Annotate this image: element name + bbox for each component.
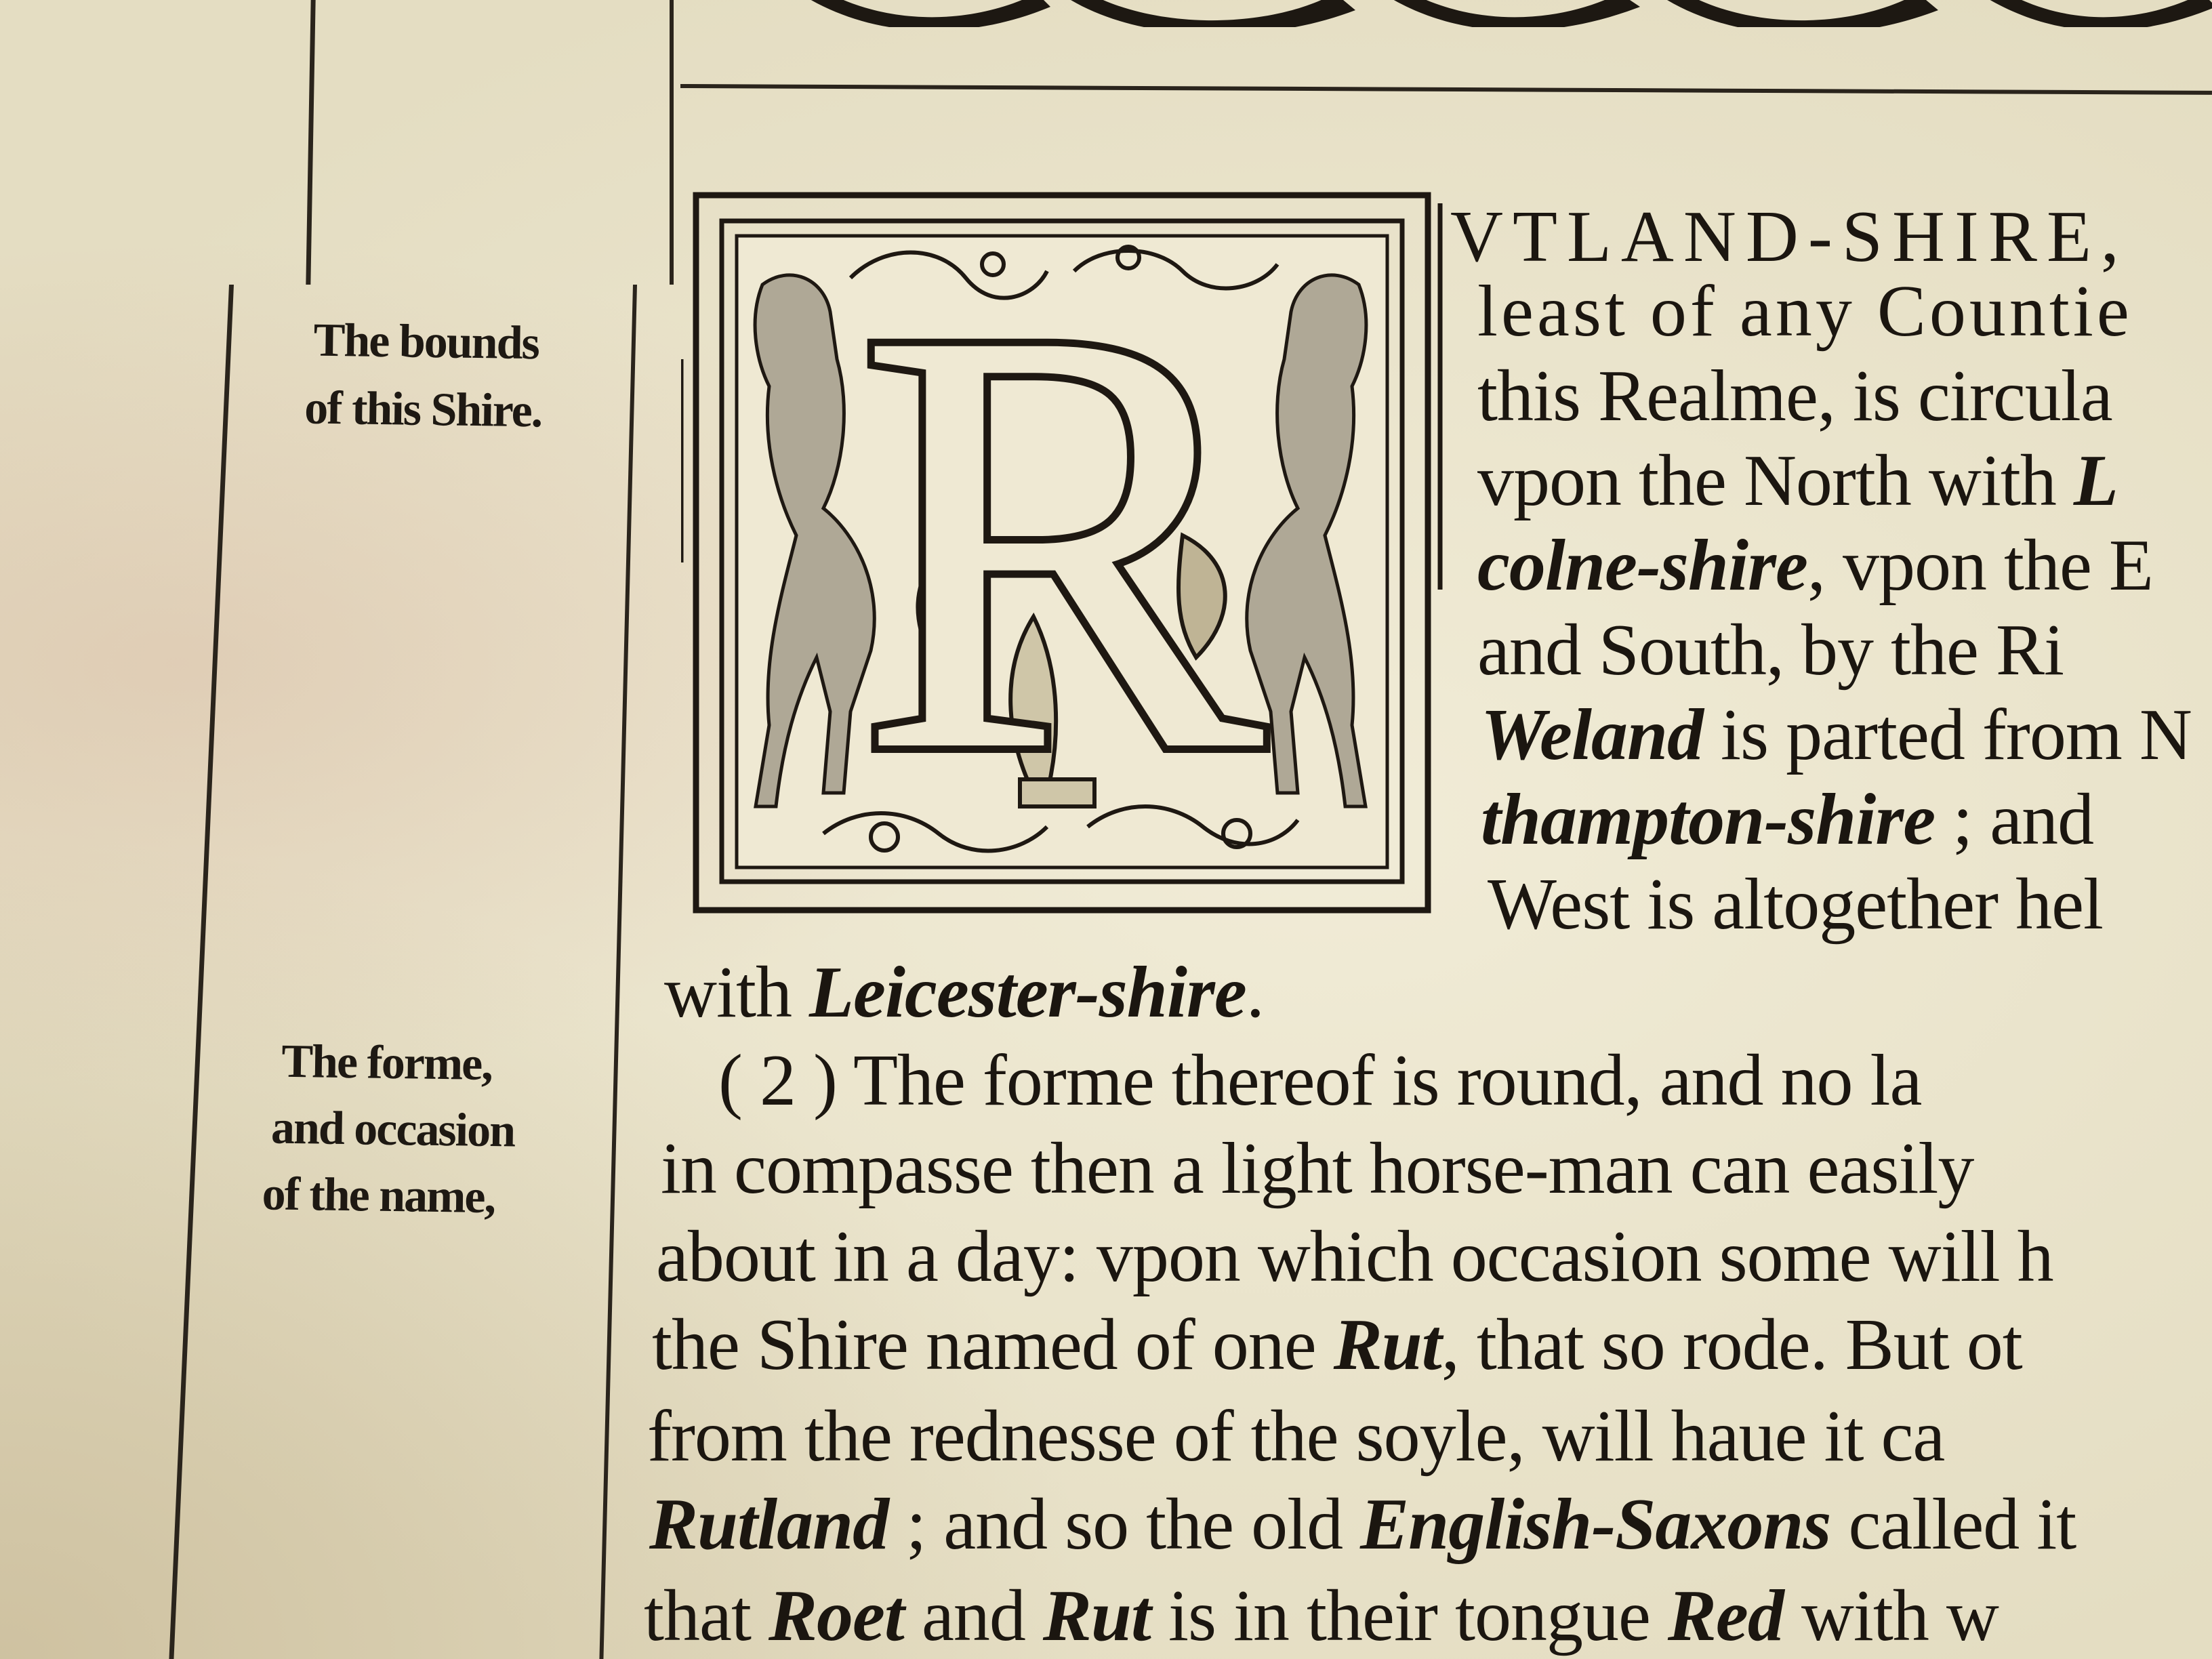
text-line-3: this Realme, is circula (1477, 356, 2112, 436)
text-span: is parted from N (1703, 695, 2192, 775)
margin-note-line: of the name, (262, 1168, 495, 1224)
text-line-1 (1450, 197, 2129, 283)
text-line-4 (1477, 441, 2118, 522)
text-line-12: in compasse then a light horse-man can easily (661, 1128, 1974, 1209)
text-span: . (1246, 952, 1264, 1033)
drop-cap-ornament (681, 183, 1443, 922)
text-column-rule-lower (599, 285, 637, 1659)
text-line-2: least of any Countie (1477, 271, 2133, 352)
text-span-italic: Weland (1481, 695, 1704, 775)
margin-note-line: The forme, (281, 1035, 493, 1091)
text-span-italic: L (2073, 441, 2118, 521)
text-span: is in their tongue (1150, 1576, 1668, 1656)
drop-cap-letter: R (857, 202, 1265, 878)
text-line-10 (664, 952, 1264, 1033)
text-line-17 (644, 1576, 1999, 1657)
text-span-italic: colne-shire (1477, 525, 1807, 606)
text-span: and (903, 1576, 1043, 1656)
text-span-italic: Rutland (649, 1484, 889, 1565)
margin-note-bounds (304, 307, 544, 446)
text-line-15: from the rednesse of the soyle, will haue it ca (647, 1396, 1945, 1477)
margin-note-line: The bounds (313, 314, 539, 370)
text-line-7 (1481, 695, 2192, 776)
text-span-italic: Rut (1042, 1576, 1151, 1656)
margin-note-line: and occasion (270, 1101, 515, 1158)
header-rule (680, 84, 2212, 95)
text-span: ; and (1935, 779, 2094, 860)
text-span-italic: thampton-shire (1481, 779, 1936, 860)
text-line-13: about in a day: vpon which occasion some will h (656, 1216, 2053, 1297)
text-span: , vpon the E (1807, 525, 2153, 606)
left-margin-rule (306, 0, 315, 285)
text-line-6: and South, by the Ri (1477, 610, 2064, 691)
text-span-italic: Leicester-shire (809, 952, 1246, 1033)
text-line-11: ( 2 ) The forme thereof is round, and no la (718, 1040, 1922, 1121)
text-span: with (664, 952, 810, 1033)
text-span: that (644, 1576, 769, 1656)
text-column-rule (670, 0, 674, 285)
text-span: VTLAND-SHIRE, (1450, 197, 2129, 277)
text-span-italic: English-Saxons (1360, 1484, 1831, 1565)
text-span-italic: Red (1667, 1576, 1784, 1656)
text-span: the Shire named of one (652, 1305, 1334, 1385)
text-span: vpon the North with (1477, 441, 2074, 521)
margin-note-forme (262, 1029, 516, 1231)
text-line-5 (1477, 525, 2153, 607)
left-margin-rule-lower (169, 285, 234, 1659)
text-span-italic: Rut (1333, 1305, 1441, 1385)
text-line-14 (652, 1305, 2022, 1386)
text-span: , that so rode. But ot (1441, 1305, 2022, 1385)
text-line-9: West is altogether hel (1488, 864, 2104, 945)
heading-fragment (793, 0, 2212, 27)
margin-note-line: of this Shire. (304, 382, 542, 438)
text-span-italic: Roet (768, 1576, 904, 1656)
text-line-8 (1481, 779, 2093, 861)
text-span: with w (1783, 1576, 1999, 1656)
text-span: ; and so the old (888, 1484, 1361, 1565)
text-span: called it (1830, 1484, 2076, 1565)
text-line-16 (649, 1484, 2076, 1565)
